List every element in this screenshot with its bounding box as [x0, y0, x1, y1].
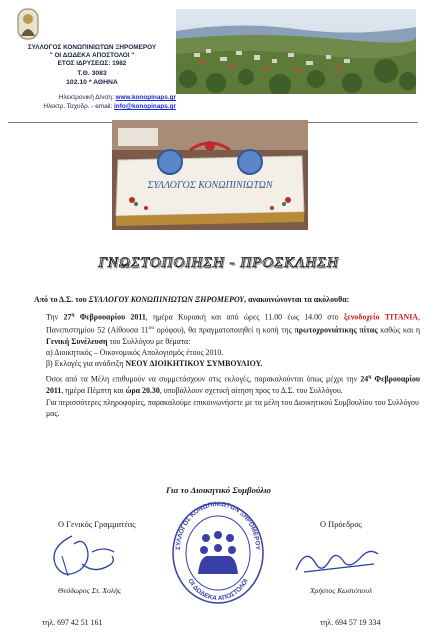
deadline-month: Φεβρουαρίου 2011	[46, 375, 421, 396]
secretary-role: Ο Γενικός Γραμματέας	[58, 520, 136, 529]
village-photo	[176, 9, 416, 94]
agenda-item-b	[34, 358, 420, 369]
cake-photo	[112, 120, 308, 230]
event-month: Φεβρουαρίου	[74, 312, 126, 322]
web-link[interactable]: www.konopinaps.gr	[115, 94, 176, 101]
text: , ημέρα Πέμπτη και	[61, 386, 126, 396]
apostles-emblem-icon	[10, 8, 46, 42]
new-board-election: ΝΕΟΥ ΔΙΟΙΚΗΤΙΚΟΥ ΣΥΜΒΟΥΛΙΟΥ.	[125, 359, 263, 369]
text: Όσοι από τα Μέλη επιθυμούν να συμμετάσχουν στις εκλογές, παρακαλούνται όπως μέχρι την	[46, 375, 361, 385]
text: , υποβάλλουν σχετική αίτηση προς το Δ.Σ. του Συλλόγου.	[159, 386, 343, 396]
secretary-signature	[42, 526, 132, 584]
web-address	[8, 94, 176, 102]
intro-text: Από το Δ.Σ. του	[34, 295, 89, 304]
hotel-label: ξενοδοχείο	[343, 312, 380, 322]
text: του Συλλόγου με θέματα:	[107, 336, 191, 346]
ordinal-suffix: η	[368, 374, 372, 381]
email-label: Ηλεκτρ. Ταχυδρ. - email:	[43, 103, 113, 110]
email-link[interactable]: info@konopinaps.gr	[114, 103, 176, 110]
event-day: 27	[63, 312, 72, 322]
org-name: ΣΥΛΛΟΓΟΣ ΚΟΝΩΠΙΝΙΩΤΩΝ ΞΗΡΟΜΕΡΟΥ	[27, 44, 157, 51]
intro-paragraph	[34, 294, 420, 305]
president-signature	[286, 542, 382, 578]
pita-cutting: πρωτοχρονιάτικης πίτας	[294, 325, 378, 335]
founding-year: ΕΤΟΣ ΙΔΡΥΣΕΩΣ: 1982	[57, 60, 127, 67]
intro-text-end: , ανακοινώνονται τα ακόλουθα:	[244, 295, 350, 304]
text: β) Εκλογές για ανάδειξη	[46, 359, 126, 369]
event-paragraph	[34, 310, 420, 347]
text: Την	[46, 312, 64, 322]
ordinal-suffix: η	[71, 312, 75, 319]
svg-text:ΣΥΛΛΟΓΟΣ ΚΟΝΩΠΙΝΙΩΤΩΝ ΞΗΡΟΜΕΡΟ	[175, 501, 261, 551]
email-address	[8, 103, 176, 111]
ordinal-suffix: ου	[148, 325, 155, 332]
hotel-name: TITANIA	[384, 312, 419, 322]
seal-ring-text: ΣΥΛΛΟΓΟΣ ΚΟΝΩΠΙΝΙΩΤΩΝ ΞΗΡΟΜΕΡΟΥ	[174, 500, 262, 551]
general-assembly: Γενική Συνέλευση	[46, 336, 108, 346]
announcement-body	[34, 294, 420, 419]
cake-text: ΣΥΛΛΟΓΟΣ ΚΟΝΩΠΙΝΙΩΤΩΝ	[147, 180, 273, 191]
text: καθώς και η	[377, 325, 421, 335]
letterhead	[8, 6, 418, 124]
candidates-paragraph	[34, 372, 420, 396]
text: , Πανεπιστημίου 52 (Αίθουσα 11	[46, 312, 420, 335]
president-phone: τηλ. 694 57 19 334	[320, 618, 381, 627]
text: ορόφου), θα πραγματοποιηθεί η κοπή της	[154, 325, 295, 335]
document-title: ΓΝΩΣΤΟΠΟΙΗΣΗ - ΠΡΟΣΚΛΗΣΗ	[98, 255, 339, 271]
seal-apostles-icon	[198, 531, 238, 574]
secretary-phone: τηλ. 697 42 51 161	[42, 618, 103, 627]
postcode-city: 102.10 * ΑΘΗΝΑ	[66, 79, 118, 86]
web-label: Ηλεκτρονική Δ/νση:	[58, 94, 114, 101]
deadline-day: 24	[360, 375, 369, 385]
deadline-time: ώρα 20.30	[125, 386, 160, 396]
association-seal	[170, 500, 266, 606]
secretary-name: Θεόδωρος Στ. Χολής	[58, 586, 121, 595]
president-role: Ο Πρόεδρος	[320, 520, 362, 529]
president-name: Χρήστος Κωστόπουλ	[310, 586, 373, 595]
info-paragraph: Για περισσότερες πληροφορίες, παρακαλούμε επικοινωνήσετε με τα μέλη του Διοικητικού Συμβουλίου του Συλλόγου μας.	[46, 397, 419, 418]
text: , ημέρα Κυριακή και από ώρες 11.00 έως 14.00 στο	[145, 312, 344, 322]
org-motto: " ΟΙ ΔΩΔΕΚΑ ΑΠΟΣΤΟΛΟΙ "	[49, 52, 135, 59]
board-signoff: Για το Διοικητικό Συμβούλιο	[166, 485, 271, 495]
agenda-item-a: α) Διοικητικός – Οικονομικός Απολογισμός έτους 2010.	[46, 348, 224, 358]
event-year: 2011	[125, 312, 146, 322]
po-box: Τ.Θ. 3083	[77, 70, 107, 77]
intro-org: ΣΥΛΛΟΓΟΥ ΚΟΝΩΠΙΝΙΩΤΩΝ ΞΗΡΟΜΕΡΟΥ	[88, 295, 245, 304]
seal-bottom-text: ΟΙ ΔΩΔΕΚΑ ΑΠΟΣΤΟΛΟΙ	[186, 577, 250, 603]
